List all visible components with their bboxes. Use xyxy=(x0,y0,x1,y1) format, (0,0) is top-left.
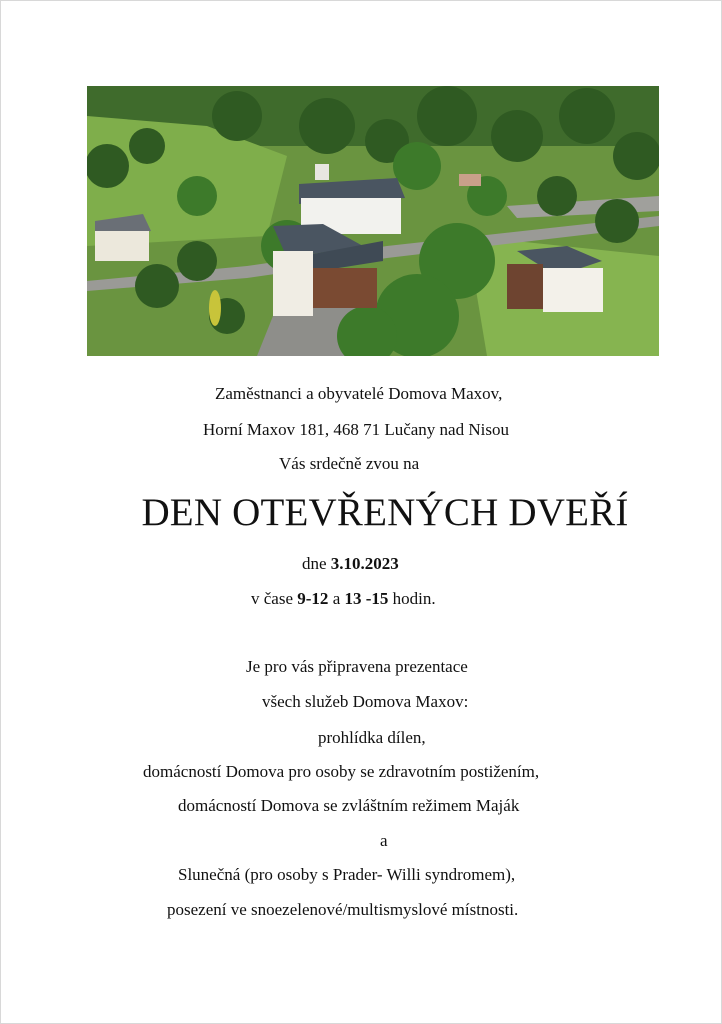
time-prefix: v čase xyxy=(251,589,298,608)
invite-line-1: Zaměstnanci a obyvatelé Domova Maxov, xyxy=(215,384,503,403)
page-title: DEN OTEVŘENÝCH DVEŘÍ xyxy=(141,491,629,534)
date-value: 3.10.2023 xyxy=(330,554,399,573)
program-line-6: a xyxy=(380,831,388,850)
date-line xyxy=(0,553,722,575)
time-range-1: 9-12 xyxy=(297,589,329,608)
invite-line-3: Vás srdečně zvou na xyxy=(279,454,420,473)
invite-line-2: Horní Maxov 181, 468 71 Lučany nad Nisou xyxy=(203,420,509,439)
program-line-3: prohlídka dílen, xyxy=(318,728,426,747)
time-range-2: 13 -15 xyxy=(344,589,389,608)
program-line-4: domácností Domova pro osoby se zdravotním postižením, xyxy=(143,762,540,781)
program-line-1: Je pro vás připravena prezentace xyxy=(246,657,468,676)
time-suffix: hodin. xyxy=(388,589,436,608)
aerial-photo-illustration xyxy=(87,86,659,356)
time-line xyxy=(0,588,722,610)
aerial-photo xyxy=(87,86,659,356)
program-line-2: všech služeb Domova Maxov: xyxy=(262,692,469,711)
time-conj: a xyxy=(328,589,345,608)
program-line-8: posezení ve snoezelenové/multismyslové místnosti. xyxy=(167,900,519,919)
program-line-7: Slunečná (pro osoby s Prader- Willi syndromem), xyxy=(178,865,516,884)
program-line-5: domácností Domova se zvláštním režimem Maják xyxy=(178,796,520,815)
date-prefix: dne xyxy=(302,554,331,573)
